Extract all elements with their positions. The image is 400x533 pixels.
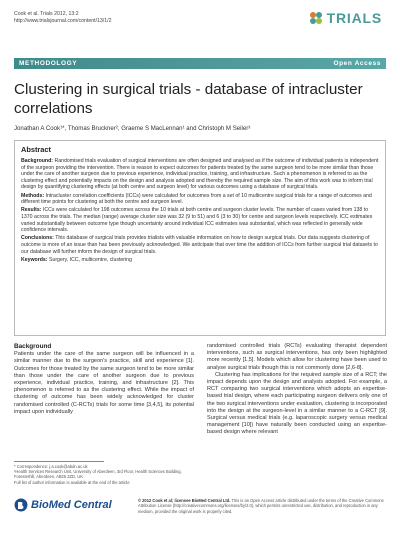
abstract-label: Keywords: [21,256,48,263]
abstract-label: Methods: [21,192,45,199]
biomed-central-icon [14,498,28,512]
footnotes [14,464,194,485]
abstract-text: Surgery, ICC, multicentre, clustering [48,256,132,263]
affiliation-note: ¹Health Services Research Unit, University of Aberdeen, 3rd Floor, Health Sciences Building, Foresterhill, Aberdeen, AB25 2ZD, UK [14,469,182,480]
body-paragraph: Clustering has implications for the required sample size of a RCT; the impact depends upon the design and analysis adopted. For example, a RCT comparing two surgical interventions which adopts an expertise-based trial design, where each participating surgeon delivers only one of the two surgical interventions under evaluation, clustering is incorporated into the design at the surgeon-level in a similar manner to a C-RCT [9]. Surgical versus medical trials (e.g. laparoscopic surgery versus medical management [10]) have naturally been conducted using an expertise-based design where relevant [207,371,387,436]
license-body: This is an Open Access article distributed under the terms of the Creative Commons Attribution License (http://creativecommons.org/licenses/by/2.0), which permits unrestricted use, distribution, and reproduction in any medium, provided the original work is properly cited. [138,498,384,514]
abstract-text: Randomised trials evaluation of surgical interventions are often designed and analysed as if the outcome of individual patients is independent of the surgeon providing the intervention. There is reason to expect outcomes for patients treated by the same surgeon tend to be more similar than those under the care of another surgeon due to previous experience, individual practice, training, and infrastructure. Such a phenomenon is referred to as the clustering effect and potentially impacts on the design and analysis adopted and thereby the required sample size. The aim of this work was to inform trial design by quantifying clustering effects (at both centre and surgeon level) for various outcomes using a database of surgical trials. [21,158,379,191]
abstract-text: This database of surgical trials provides trialists with valuable information on how to design surgical trials. Our data suggests clustering of outcome is more of an issue than has been previously acknowledged. We anticipate that over time the addition of ICCs from further surgical trial datasets to our database will further inform the design of surgical trials. [21,235,378,255]
journal-logo [308,10,382,26]
body-column-left [14,343,194,416]
footnote-divider [14,461,104,462]
abstract-text: ICCs were calculated for 198 outcomes across the 10 trials at both centre and surgeon cluster levels. The number of cases varied from 138 to 1370 across the trials. The median (range) average cluster size was 32 (9 to 51) and 6 (3 to 30) for centre and surgeon levels respectively. ICC estimates varied substantially between outcome type though uncertainty around individual ICC estimates was substantial, which was reflected in generally wide confidence intervals. [21,207,373,234]
abstract-background [21,158,379,191]
citation-block [14,11,111,25]
license-text [138,498,386,514]
journal-name: TRIALS [326,10,382,26]
citation-url[interactable]: http://www.trialsjournal.com/content/13/1/2 [14,17,112,24]
abstract-box [14,140,386,336]
publisher-name: BioMed Central [31,499,112,511]
page-footer [14,498,386,514]
trials-logo-icon [308,10,324,26]
article-type-banner [14,58,386,69]
author-list: Jonathan A Cook¹*, Thomas Bruckner², Graeme S MacLennan¹ and Christoph M Seiler³ [14,125,251,132]
abstract-label: Results: [21,207,42,214]
abstract-results [21,207,379,233]
publisher-logo [14,498,132,512]
section-heading: Background [14,343,52,350]
copyright: © 2012 Cook et al; licensee BioMed Central Ltd. [138,498,231,503]
abstract-label: Background: [21,158,53,164]
body-paragraph: randomised controlled trials (RCTs) evaluating therapist dependent interventions, such as surgical interventions, has only been highlighted more recently [1,5]. Models which allow for clustering have been used to analyse surgical trials though this is not commonly done [2,6-8]. [207,343,387,371]
citation-line: Cook et al. Trials 2012, 13:2 [14,11,79,17]
body-column-right [207,343,387,437]
author-info-note: Full list of author information is available at the end of the article [14,479,130,485]
abstract-heading: Abstract [21,145,51,154]
correspondence-note: * Correspondence: j.a.cook@abdn.ac.uk [14,464,88,469]
abstract-label: Conclusions: [21,235,54,242]
abstract-conclusions [21,235,379,255]
article-title: Clustering in surgical trials - database of intracluster correlations [14,81,363,117]
abstract-keywords [21,257,379,264]
abstract-methods [21,193,379,206]
body-paragraph: Patients under the care of the same surgeon will be influenced in a similar manner due to the surgeon's practice, skill and experience [1]. Outcomes for those treated by the same surgeon tend to be more similar than those under the care of another surgeon due to previous experience, individual practice, training, and infrastructure [2]. This phenomenon is referred to as the clustering effect. While the impact of clustering of outcome has been widely acknowledged for cluster randomised controlled (C-RCTs) trials for some time [3,4,5], its potential impact upon individually [14,351,194,415]
abstract-text: Intracluster correlation coefficients (ICCs) were calculated for outcomes from a set of 10 multicentre surgical trials for a range of outcomes and different time points for clustering at both the centre and surgeon level. [21,192,372,206]
open-access-label: Open Access [333,60,381,67]
article-type: METHODOLOGY [19,60,78,67]
